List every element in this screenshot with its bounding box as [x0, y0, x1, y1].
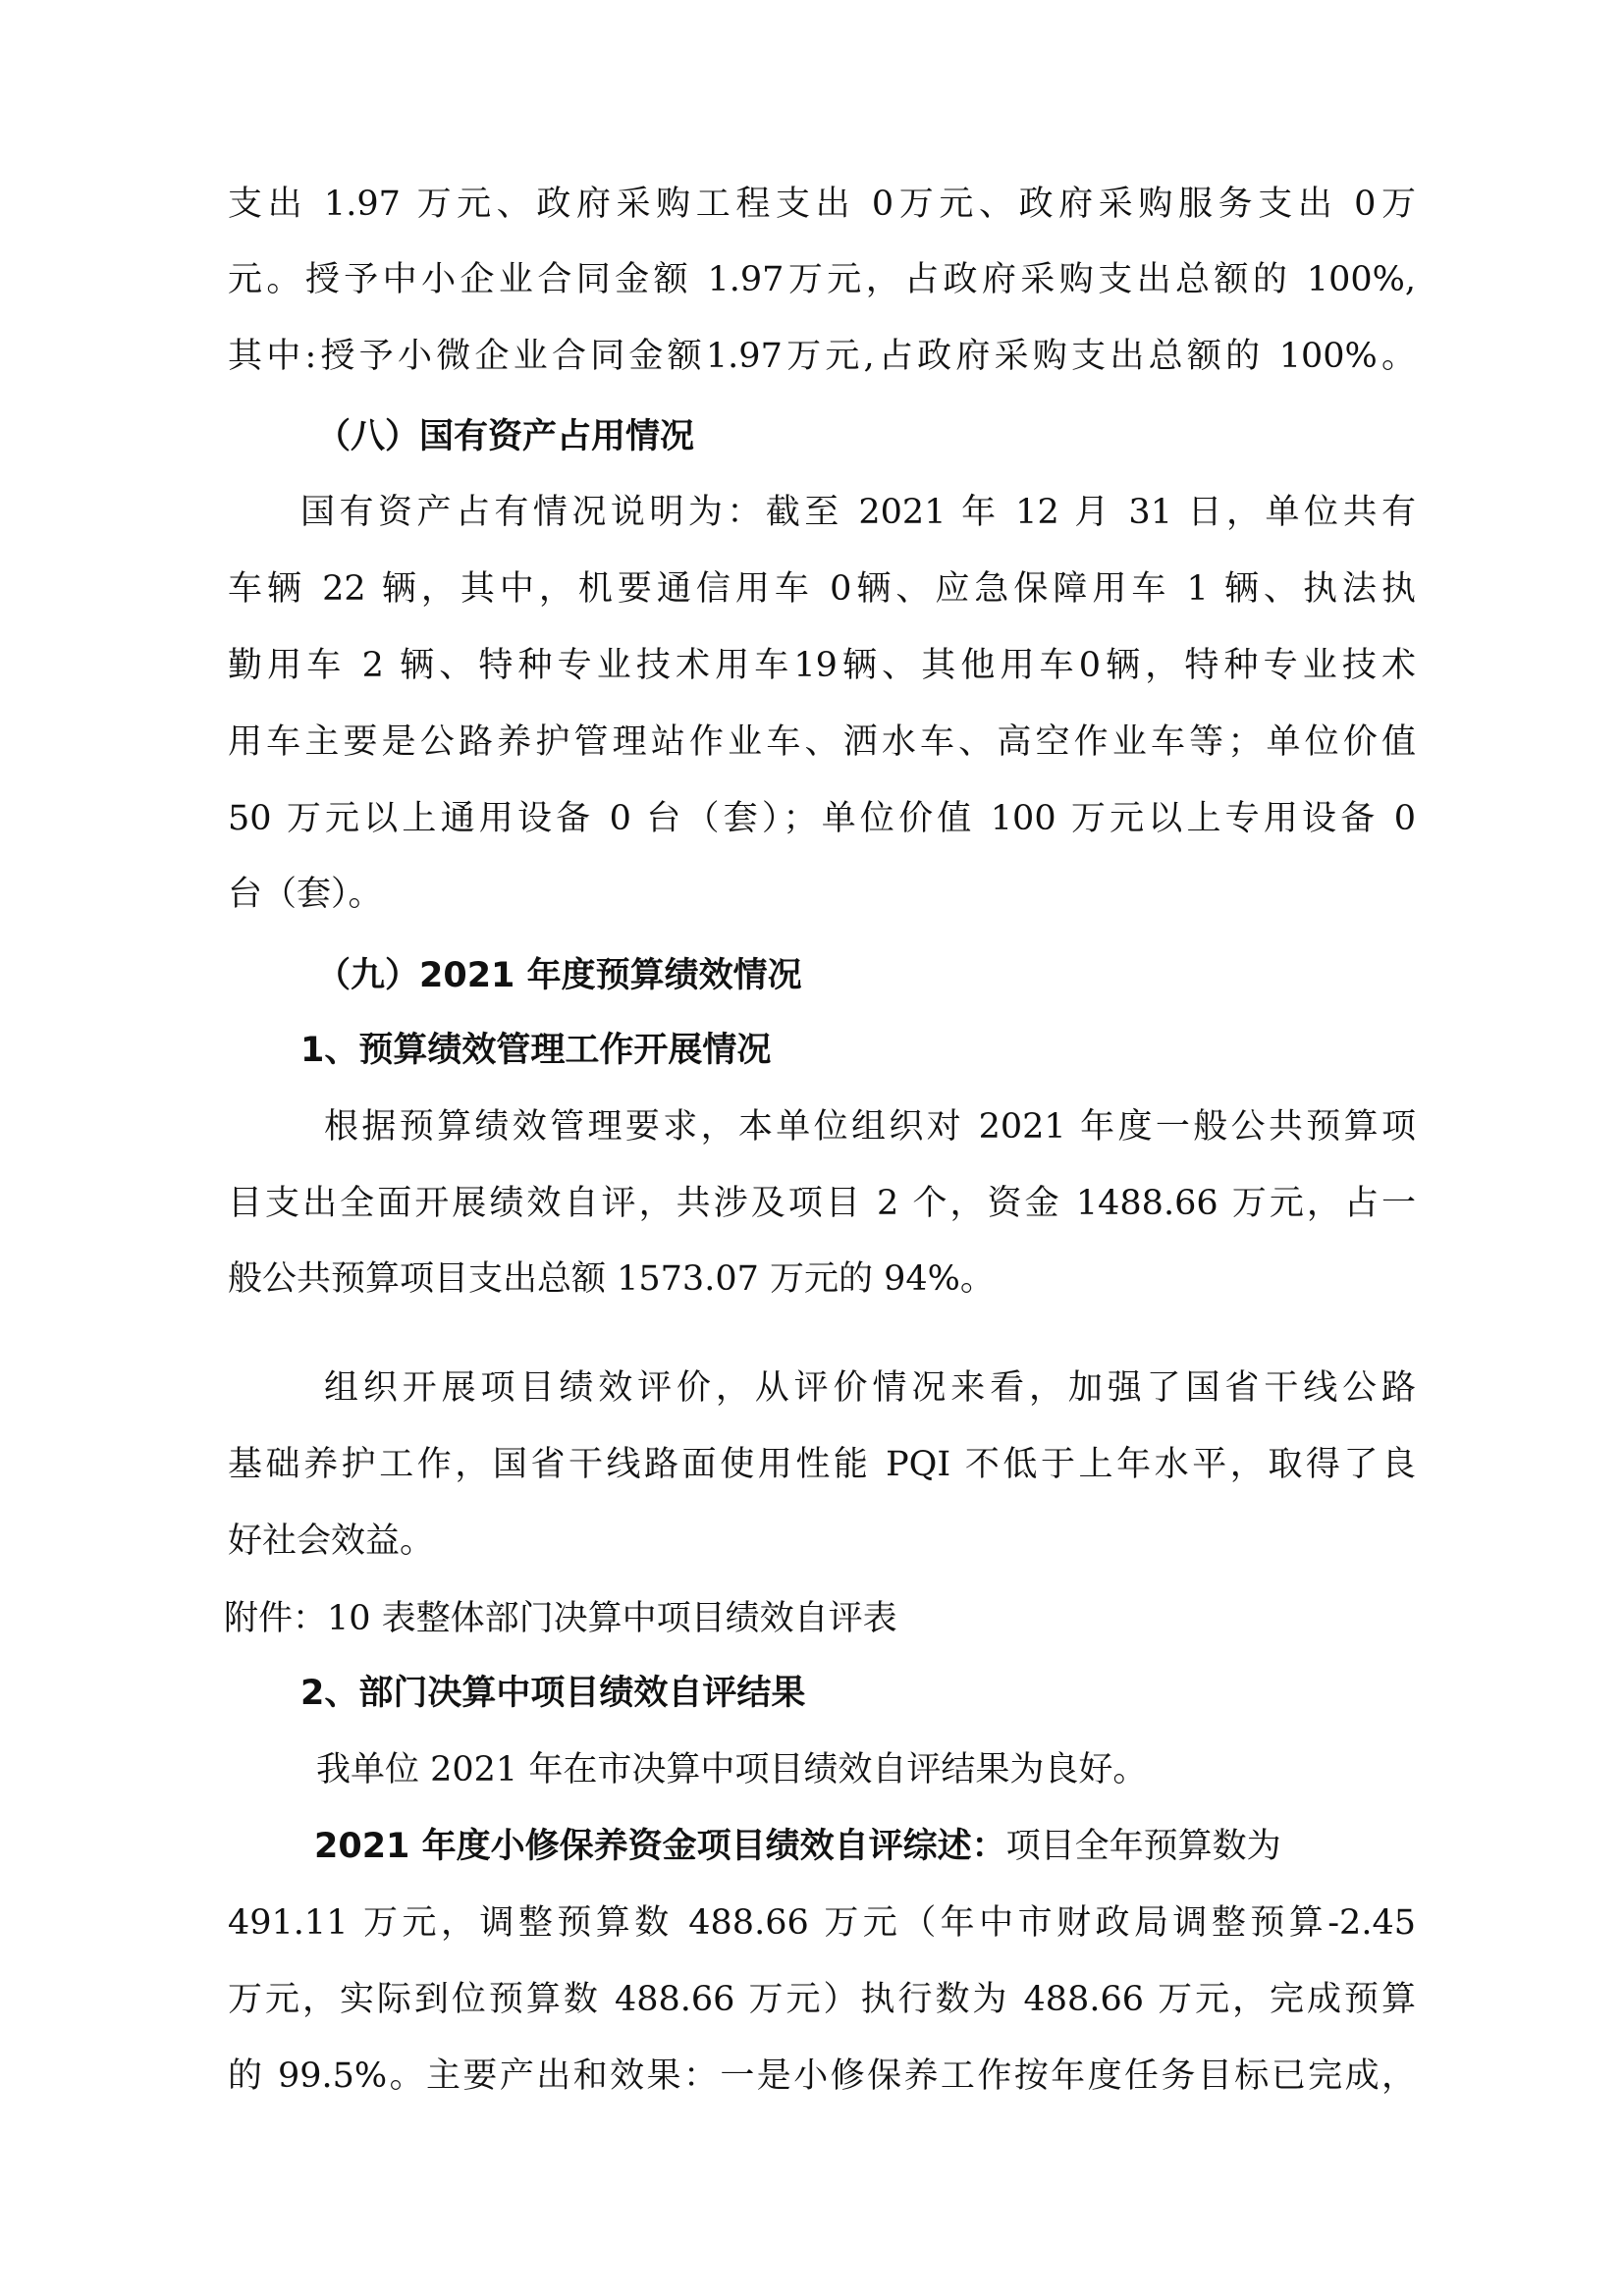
- body-line: 勤用车 2 辆、特种专业技术用车19辆、其他用车0辆，特种专业技术: [228, 646, 1416, 685]
- body-line: 国有资产占有情况说明为：截至 2021 年 12 月 31 日，单位共有: [300, 493, 1416, 532]
- summary-text: 项目全年预算数为: [1005, 1827, 1281, 1866]
- body-line: 我单位 2021 年在市决算中项目绩效自评结果为良好。: [316, 1750, 1148, 1789]
- subsection-heading: 2、部门决算中项目绩效自评结果: [300, 1674, 806, 1713]
- body-line: 50 万元以上通用设备 0 台（套）；单位价值 100 万元以上专用设备 0: [228, 799, 1416, 838]
- body-line: 基础养护工作，国省干线路面使用性能 PQI 不低于上年水平，取得了良: [228, 1445, 1416, 1484]
- subsection-heading: 1、预算绩效管理工作开展情况: [300, 1031, 772, 1070]
- body-line: 其中:授予小微企业合同金额1.97万元,占政府采购支出总额的 100%。: [228, 337, 1416, 376]
- body-line: 车辆 22 辆，其中，机要通信用车 0辆、应急保障用车 1 辆、执法执: [228, 569, 1416, 609]
- body-line: [314, 1822, 1414, 1871]
- section-heading: （八）国有资产占用情况: [316, 417, 695, 456]
- section-heading: （九）2021 年度预算绩效情况: [316, 956, 802, 995]
- body-line: 491.11 万元，调整预算数 488.66 万元（年中市财政局调整预算-2.45: [228, 1903, 1416, 1943]
- body-line: 好社会效益。: [228, 1522, 435, 1561]
- body-line: 根据预算绩效管理要求，本单位组织对 2021 年度一般公共预算项: [324, 1107, 1416, 1147]
- body-line: 组织开展项目绩效评价，从评价情况来看，加强了国省干线公路: [324, 1368, 1416, 1408]
- body-line: 支出 1.97 万元、政府采购工程支出 0万元、政府采购服务支出 0万: [228, 185, 1416, 224]
- body-line: 万元，实际到位预算数 488.66 万元）执行数为 488.66 万元，完成预算: [228, 1980, 1416, 2019]
- summary-heading: 2021 年度小修保养资金项目绩效自评综述：: [314, 1827, 1006, 1866]
- body-line: 目支出全面开展绩效自评，共涉及项目 2 个，资金 1488.66 万元，占一: [228, 1184, 1416, 1223]
- body-line: 元。授予中小企业合同金额 1.97万元，占政府采购支出总额的 100%,: [228, 260, 1416, 299]
- body-line: 的 99.5%。主要产出和效果：一是小修保养工作按年度任务目标已完成，: [228, 2056, 1416, 2096]
- body-line: 般公共预算项目支出总额 1573.07 万元的 94%。: [228, 1259, 995, 1299]
- body-line: 台（套）。: [228, 875, 383, 914]
- attachment-note: 附件：10 表整体部门决算中项目绩效自评表: [224, 1599, 897, 1638]
- body-line: 用车主要是公路养护管理站作业车、洒水车、高空作业车等；单位价值: [228, 722, 1416, 762]
